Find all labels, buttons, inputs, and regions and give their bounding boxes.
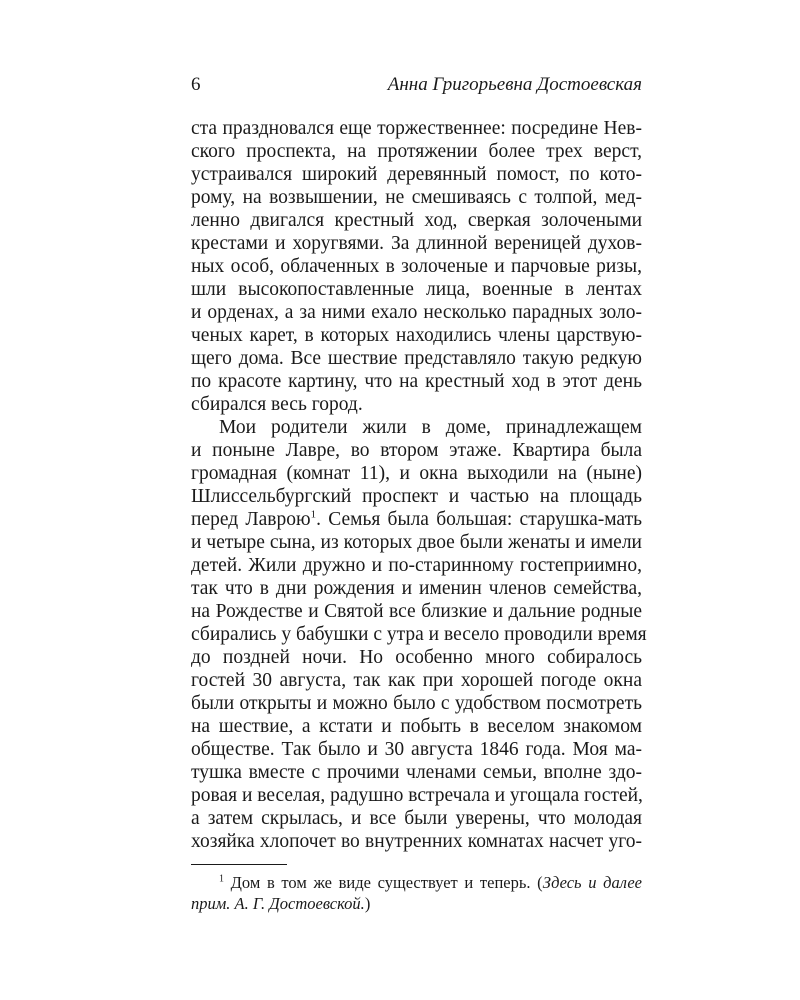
paragraph-start-line: Мои родители жили в доме, принадлежащем — [219, 417, 642, 438]
text-line: и орденах, а за ними ехало несколько парадных золо- — [191, 302, 642, 323]
text-line: хозяйка хлопочет во внутренних комнатах насчет уго- — [191, 831, 642, 852]
text-line: щего дома. Все шествие представляло такую редкую — [191, 348, 642, 369]
footnote-text: ) — [364, 894, 371, 913]
text-line: тушка вместе с прочими членами семьи, вполне здо- — [191, 762, 642, 783]
text-line: Шлиссельбургский проспект и частью на площадь — [191, 486, 642, 507]
text-line-with-footnote-ref — [191, 508, 642, 531]
text-line: на шествие, а кстати и побыть в веселом знакомом — [191, 716, 642, 737]
text-line: так что в дни рождения и именин членов семейства, — [191, 578, 642, 599]
text-line: ровая и веселая, радушно встречала и угощала гостей, — [191, 785, 643, 806]
text-line: обществе. Так было и 30 августа 1846 года. Моя ма- — [191, 739, 642, 760]
page-header — [191, 72, 642, 98]
footnote-italic-text: Здесь и далее — [542, 873, 642, 892]
text-line: по красоте картину, что на крестный ход в этот день — [191, 371, 642, 392]
text-line: крестами и хоругвями. За длинной вереницей духов- — [191, 233, 642, 254]
text-fragment: перед Лаврою — [191, 509, 311, 530]
text-line: до поздней ночи. Но особенно много собиралось — [191, 647, 642, 668]
text-line: ского проспекта, на протяжении более трех верст, — [191, 141, 642, 162]
footnote-text: Дом в том же виде существует и теперь. ( — [230, 873, 543, 892]
text-line: гостей 30 августа, так как при хорошей погоде окна — [191, 670, 642, 691]
footnote-italic-text: прим. А. Г. Достоевской. — [191, 894, 365, 913]
text-line: и четыре сына, из которых двое были женаты и имели — [191, 532, 642, 553]
running-head: Анна Григорьевна Достоевская — [387, 74, 642, 95]
footnote — [191, 872, 642, 914]
footnote-divider — [191, 864, 287, 865]
footnote-line — [191, 893, 642, 914]
text-line: устраивался широкий деревянный помост, по кото- — [191, 164, 642, 185]
page-number: 6 — [191, 74, 201, 95]
footnote-reference[interactable]: 1 — [310, 508, 317, 521]
text-line: ных особ, облаченных в золоченые и парчовые ризы, — [191, 256, 642, 277]
text-line: сбирался весь город. — [191, 394, 363, 415]
text-line: а затем скрылась, и все были уверены, что молодая — [191, 808, 642, 829]
text-line: сбирались у бабушки с утра и весело проводили время — [191, 624, 647, 645]
text-line: были открыты и можно было с удобством посмотреть — [191, 693, 642, 714]
text-line: детей. Жили дружно и по-старинному гостеприимно, — [191, 555, 642, 576]
footnote-mark: 1 — [219, 873, 224, 885]
text-line: и поныне Лавре, во втором этаже. Квартира была — [191, 440, 642, 461]
text-line: ченых карет, в которых находились члены царствую- — [191, 325, 642, 346]
text-line: рому, на возвышении, не смешиваясь с толпой, мед- — [191, 187, 642, 208]
text-line: на Рождестве и Святой все близкие и дальние родные — [191, 601, 642, 622]
text-line: ста праздновался еще торжественнее: посредине Нев- — [191, 118, 642, 139]
text-line: ленно двигался крестный ход, сверкая золочеными — [191, 210, 642, 231]
text-fragment: . Семья была большая: старушка-мать — [316, 509, 642, 530]
body-text — [191, 117, 647, 853]
text-line: громадная (комнат 11), и окна выходили на (ныне) — [191, 463, 642, 484]
text-line: шли высокопоставленные лица, военные в лентах — [191, 279, 642, 300]
footnote-line — [191, 872, 642, 893]
